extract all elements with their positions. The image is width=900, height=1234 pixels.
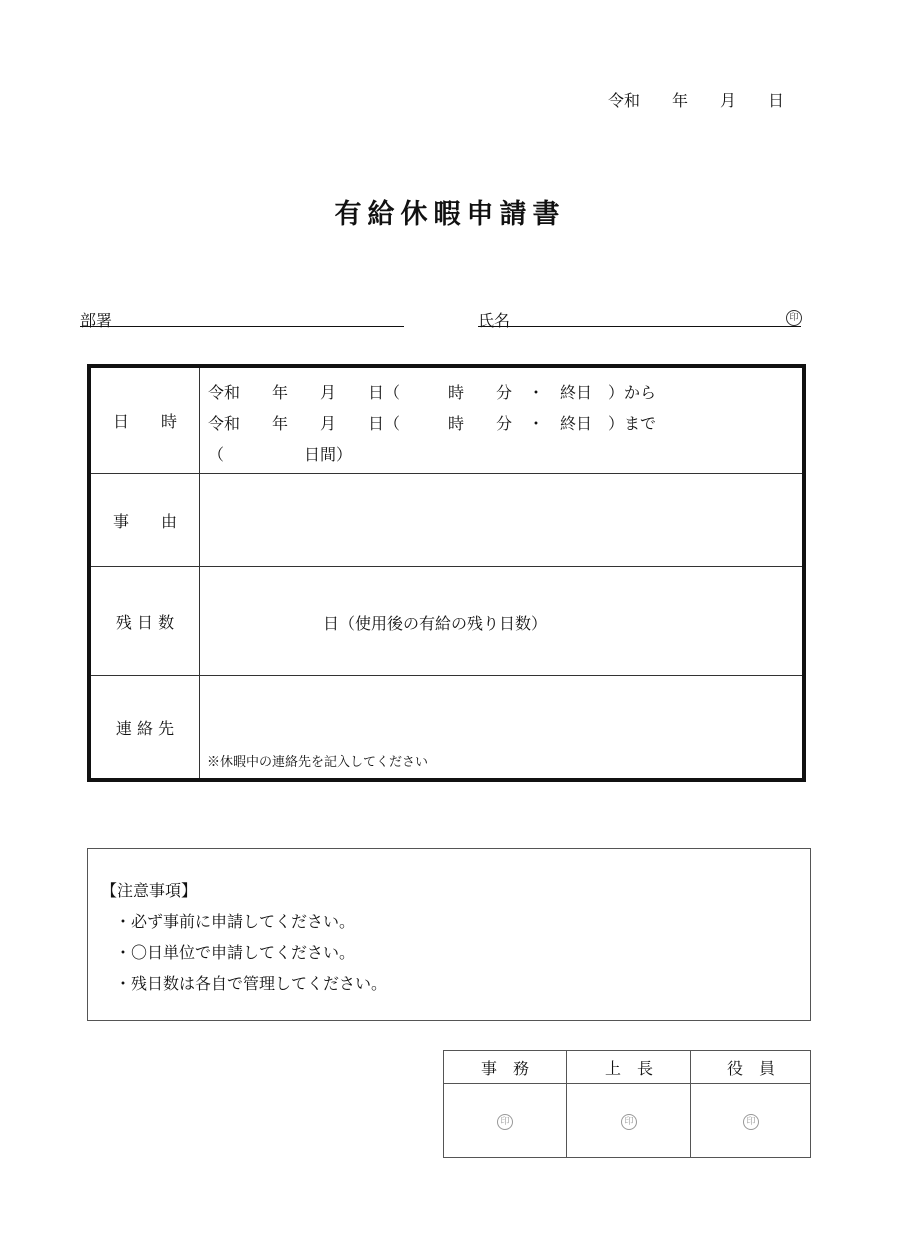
notes-heading: 【注意事項】	[101, 881, 198, 900]
approval-header: 事 務	[444, 1051, 566, 1084]
remaining-label: 残 日 数	[91, 567, 200, 675]
notes-item: ・必ず事前に申請してください。	[115, 912, 356, 931]
department-field[interactable]	[80, 326, 404, 327]
datetime-label: 日 時	[91, 368, 200, 473]
datetime-from-line: 令和 年 月 日（ 時 分 ・ 終日 ）から	[208, 383, 657, 402]
remaining-cell[interactable]	[199, 567, 802, 675]
contact-row	[91, 675, 802, 778]
approval-column-manager	[566, 1051, 691, 1157]
approval-header: 役 員	[691, 1051, 811, 1084]
remaining-days-text: 日（使用後の有給の残り日数）	[323, 614, 548, 633]
seal-icon[interactable]: 印	[621, 1114, 637, 1130]
seal-icon[interactable]: 印	[497, 1114, 513, 1130]
reason-cell[interactable]	[199, 474, 802, 566]
approval-table	[443, 1050, 811, 1158]
contact-label: 連 絡 先	[91, 676, 200, 778]
name-field[interactable]	[478, 326, 801, 327]
department-label: 部署	[80, 311, 113, 330]
notes-item: ・残日数は各自で管理してください。	[115, 974, 388, 993]
seal-icon[interactable]: 印	[743, 1114, 759, 1130]
datetime-cell[interactable]	[199, 368, 802, 473]
leave-request-table	[87, 364, 806, 782]
notes-box	[87, 848, 811, 1021]
page-title: 有給休暇申請書	[334, 199, 566, 230]
approval-column-executive	[690, 1051, 811, 1157]
seal-icon: 印	[786, 310, 802, 326]
date-line[interactable]: 令和 年 月 日	[608, 91, 785, 110]
approval-column-clerk	[444, 1051, 566, 1157]
contact-cell[interactable]	[199, 676, 802, 778]
reason-row	[91, 473, 802, 566]
datetime-row	[91, 368, 802, 473]
approval-header: 上 長	[567, 1051, 691, 1084]
remaining-row	[91, 566, 802, 675]
datetime-days-line: （ 日間）	[208, 445, 353, 464]
reason-label: 事 由	[91, 474, 200, 566]
name-label: 氏名	[478, 311, 511, 330]
contact-note: ※休暇中の連絡先を記入してください	[207, 755, 429, 770]
notes-item: ・〇日単位で申請してください。	[115, 943, 356, 962]
datetime-to-line: 令和 年 月 日（ 時 分 ・ 終日 ）まで	[208, 414, 657, 433]
